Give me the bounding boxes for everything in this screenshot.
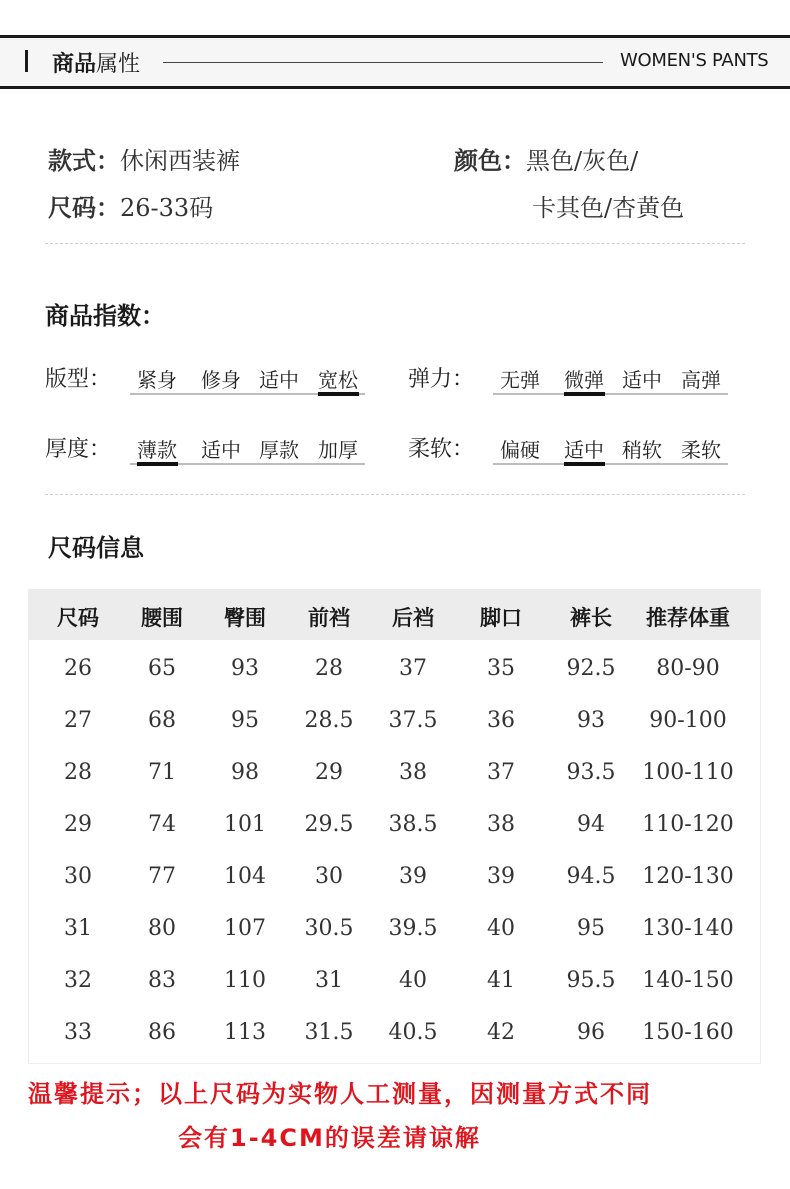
table-cell: 98 [231,760,259,785]
table-cell: 40.5 [388,1020,438,1045]
scale-option: 加厚 [318,438,358,462]
table-cell: 30 [64,864,92,889]
table-cell: 104 [224,864,266,889]
scale-option: 适中 [259,368,299,392]
scale-option: 柔软 [681,438,721,462]
table-cell: 95 [231,708,259,733]
table-cell: 37.5 [388,708,438,733]
table-cell: 92.5 [566,656,616,681]
index-thickness-label: 厚度： [45,437,112,462]
header-english-label: WOMEN'S PANTS [620,50,769,71]
index-stretch-label: 弹力： [408,367,475,392]
scale-baseline [493,463,728,465]
attr-size [48,188,213,223]
table-cell: 28 [64,760,92,785]
index-fit-label: 版型： [45,367,112,392]
table-header-cell: 推荐体重 [646,606,730,630]
table-cell: 65 [148,656,176,681]
attr-style [48,141,240,176]
table-header-cell: 脚口 [480,606,522,630]
table-header-cell: 臀围 [224,606,266,630]
scale-option: 高弹 [681,368,721,392]
dashed-divider [45,243,745,244]
scale-option: 紧身 [137,368,177,392]
table-cell: 110-120 [642,812,734,837]
scale-selected-marker [564,392,605,396]
attr-color [454,141,638,176]
table-cell: 94.5 [566,864,616,889]
table-cell: 93.5 [566,760,616,785]
notice-line-2: 会有1-4CM的误差请谅解 [178,1124,481,1152]
table-cell: 101 [224,812,266,837]
table-cell: 130-140 [642,916,734,941]
table-cell: 74 [148,812,176,837]
table-cell: 36 [487,708,515,733]
table-row [29,800,760,852]
table-cell: 42 [487,1020,515,1045]
table-cell: 35 [487,656,515,681]
table-cell: 93 [577,708,605,733]
scale-option: 薄款 [137,438,177,462]
table-cell: 83 [148,968,176,993]
table-cell: 94 [577,812,605,837]
title-rest-part: 属性 [96,52,141,77]
table-cell: 107 [224,916,266,941]
table-cell: 29.5 [304,812,354,837]
size-table [28,589,761,1064]
scale-baseline [493,393,728,395]
attr-style-value: 休闲西装裤 [120,147,240,175]
table-row [29,696,760,748]
table-cell: 32 [64,968,92,993]
attr-size-value: 26-33码 [120,194,214,222]
scale-option: 稍软 [622,438,662,462]
scale-softness [493,431,728,465]
table-cell: 37 [487,760,515,785]
table-cell: 120-130 [642,864,734,889]
scale-option: 偏硬 [500,438,540,462]
table-cell: 38 [399,760,427,785]
table-cell: 28.5 [304,708,354,733]
table-cell: 140-150 [642,968,734,993]
scale-selected-marker [564,462,605,466]
table-cell: 96 [577,1020,605,1045]
table-cell: 30.5 [304,916,354,941]
table-cell: 31 [64,916,92,941]
table-row [29,852,760,904]
table-header-cell: 前裆 [308,606,350,630]
table-cell: 29 [315,760,343,785]
table-cell: 38 [487,812,515,837]
size-info-title: 尺码信息 [48,534,144,562]
table-row [29,1008,760,1060]
attr-color-value-line1: 黑色/灰色/ [526,147,639,175]
scale-option: 无弹 [500,368,540,392]
section-title-product-attributes [52,47,140,78]
table-cell: 71 [148,760,176,785]
table-cell: 31 [315,968,343,993]
table-cell: 39 [399,864,427,889]
table-cell: 28 [315,656,343,681]
table-cell: 110 [224,968,266,993]
table-cell: 80-90 [656,656,720,681]
title-bold-part: 商品 [52,52,97,77]
scale-selected-marker [137,462,178,466]
index-title: 商品指数： [45,302,165,330]
table-cell: 40 [487,916,515,941]
scale-fit [130,361,365,395]
table-cell: 68 [148,708,176,733]
table-cell: 40 [399,968,427,993]
scale-option: 修身 [201,368,241,392]
table-cell: 100-110 [642,760,734,785]
attr-color-line2 [532,188,684,223]
table-header-cell: 后裆 [392,606,434,630]
scale-stretch [493,361,728,395]
attr-style-label: 款式： [48,147,120,175]
table-cell: 41 [487,968,515,993]
table-cell: 29 [64,812,92,837]
scale-thickness [130,431,365,465]
table-cell: 30 [315,864,343,889]
table-cell: 86 [148,1020,176,1045]
index-softness-label: 柔软： [408,437,475,462]
attr-size-label: 尺码： [48,194,120,222]
table-cell: 93 [231,656,259,681]
scale-selected-marker [318,392,359,396]
attr-color-value-line2: 卡其色/杏黄色 [532,194,685,222]
table-row [29,904,760,956]
table-cell: 26 [64,656,92,681]
table-cell: 90-100 [649,708,727,733]
header-accent-mark [25,50,28,72]
scale-option: 宽松 [318,368,358,392]
table-header-row [29,590,760,640]
table-row [29,956,760,1008]
table-cell: 113 [224,1020,266,1045]
table-cell: 95 [577,916,605,941]
scale-option: 适中 [564,438,604,462]
table-cell: 37 [399,656,427,681]
table-cell: 150-160 [642,1020,734,1045]
scale-option: 微弹 [564,368,604,392]
table-cell: 77 [148,864,176,889]
scale-option: 适中 [622,368,662,392]
table-cell: 39 [487,864,515,889]
table-cell: 27 [64,708,92,733]
table-cell: 39.5 [388,916,438,941]
attr-color-label: 颜色： [454,147,526,175]
table-cell: 31.5 [304,1020,354,1045]
header-divider-line [163,62,603,63]
table-row [29,644,760,696]
dashed-divider [45,494,745,495]
table-cell: 33 [64,1020,92,1045]
table-header-cell: 腰围 [141,606,183,630]
table-cell: 80 [148,916,176,941]
table-row [29,748,760,800]
table-header-cell: 裤长 [570,606,612,630]
scale-option: 适中 [201,438,241,462]
notice-line-1: 温馨提示；以上尺码为实物人工测量，因测量方式不同 [28,1080,652,1108]
table-cell: 38.5 [388,812,438,837]
table-header-cell: 尺码 [57,606,99,630]
table-cell: 95.5 [566,968,616,993]
scale-option: 厚款 [259,438,299,462]
